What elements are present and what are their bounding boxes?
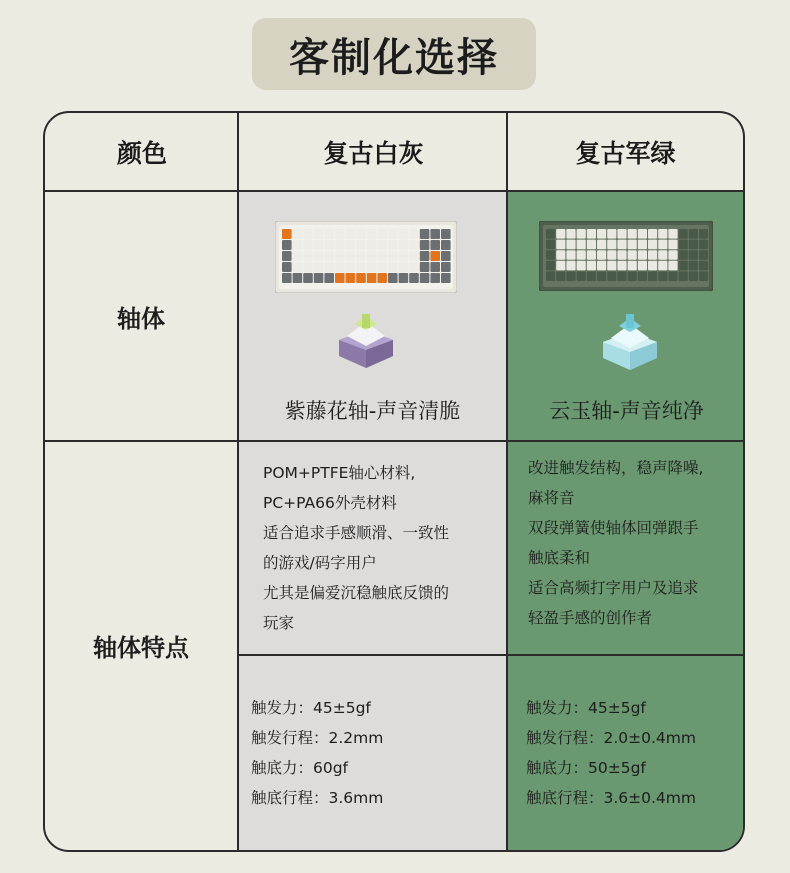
spec-line: 触底力：60gf — [251, 759, 349, 777]
feature-line: 尤其是偏爱沉稳触底反馈的 — [263, 584, 450, 602]
spec-line: 触底力：50±5gf — [526, 759, 646, 777]
feature-line: PC+PA66外壳材料 — [263, 494, 397, 512]
feature-line: 轻盈手感的创作者 — [528, 609, 653, 627]
spec-line: 触底行程：3.6±0.4mm — [526, 789, 696, 807]
comparison-table — [43, 111, 745, 852]
row-label-switch: 轴体 — [117, 304, 165, 333]
switch-name-white-gray: 紫藤花轴-声音清脆 — [284, 399, 461, 423]
spec-line: 触发力：45±5gf — [526, 699, 646, 717]
feature-line: POM+PTFE轴心材料, — [263, 464, 416, 482]
divider-v1 — [237, 113, 239, 850]
feature-line: 玩家 — [263, 614, 295, 632]
feature-line: 的游戏/码字用户 — [263, 554, 377, 572]
divider-v2 — [506, 113, 508, 850]
specs-army-green — [526, 693, 696, 813]
specs-white-gray — [251, 693, 383, 813]
header-color-label: 颜色 — [116, 139, 167, 168]
feature-line: 适合追求手感顺滑、一致性 — [263, 524, 450, 542]
page-title: 客制化选择 — [252, 18, 536, 90]
feature-line: 麻将音 — [528, 489, 575, 507]
feature-line: 双段弹簧使轴体回弹跟手 — [528, 519, 699, 537]
features-army-green — [528, 453, 703, 633]
divider-h3 — [239, 654, 743, 656]
lilac-switch-image — [331, 310, 401, 372]
keyboard-army-green-image — [539, 221, 713, 291]
spec-line: 触底行程：3.6mm — [251, 789, 384, 807]
features-white-gray — [263, 458, 449, 638]
spec-line: 触发行程：2.0±0.4mm — [526, 729, 696, 747]
header-army-green: 复古军绿 — [575, 139, 676, 168]
feature-line: 适合高频打字用户及追求 — [528, 579, 699, 597]
cyan-switch-image — [595, 312, 665, 374]
spec-line: 触发力：45±5gf — [251, 699, 371, 717]
switch-name-army-green: 云玉轴-声音纯净 — [549, 399, 704, 423]
feature-line: 改进触发结构，稳声降噪, — [528, 459, 704, 477]
header-white-gray: 复古白灰 — [323, 139, 424, 168]
spec-line: 触发行程：2.2mm — [251, 729, 384, 747]
keyboard-white-gray-image — [275, 221, 457, 293]
feature-line: 触底柔和 — [528, 549, 591, 567]
row-label-features: 轴体特点 — [93, 633, 189, 662]
